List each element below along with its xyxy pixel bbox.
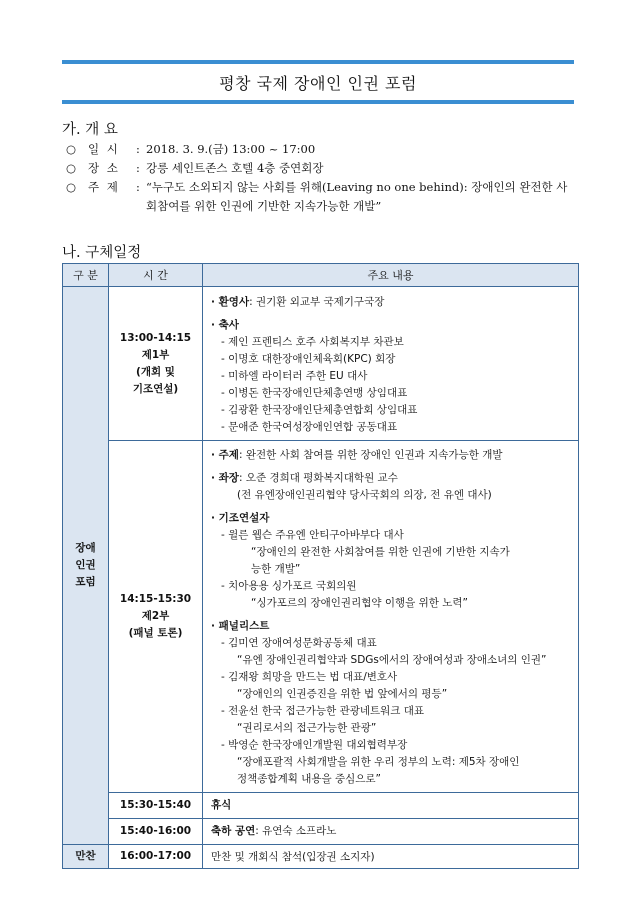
- overview-label: 일 시: [88, 142, 120, 156]
- congrats-heading: · 축사: [211, 318, 239, 331]
- talk-title: “장애포괄적 사회개발을 위한 우리 정부의 노력: 제5차 장애인: [237, 756, 520, 768]
- content-part2: [203, 441, 579, 793]
- category-forum: 장애 인권 포럼: [63, 287, 109, 845]
- table-header-row: [63, 264, 579, 287]
- overview-sep: :: [136, 142, 140, 156]
- content-concert: 축하 공연: 유연숙 소프라노: [203, 819, 579, 845]
- list-item: - 이명호 대한장애인체육회(KPC) 회장: [221, 352, 396, 365]
- list-item: - 제인 프렌티스 호주 사회복지부 차관보: [221, 335, 404, 348]
- time-break: 15:30-15:40: [109, 793, 203, 819]
- list-item: - 김재왕 희망을 만드는 법 대표/변호사: [221, 671, 398, 683]
- chair-note: (전 유엔장애인권리협약 당사국회의 의장, 전 유엔 대사): [237, 489, 492, 501]
- list-item: - 김미연 장애여성문화공동체 대표: [221, 637, 377, 649]
- welcome-line: · 환영사: 권기환 외교부 국제기구국장: [211, 295, 385, 308]
- talk-title: 정책종합계획 내용을 중심으로”: [237, 773, 381, 785]
- overview-row-venue: [66, 159, 586, 178]
- list-item: - 문애준 한국여성장애인연합 공동대표: [221, 420, 398, 433]
- list-item: - 치아용용 싱가포르 국회의원: [221, 580, 357, 592]
- overview-text: 2018. 3. 9.(금) 13:00 ~ 17:00: [146, 142, 316, 156]
- category-dinner: 만찬: [63, 845, 109, 869]
- theme-line: · 주제: 완전한 사회 참여를 위한 장애인 인권과 지속가능한 개발: [211, 449, 503, 461]
- list-item: - 박영순 한국장애인개발원 대외협력부장: [221, 739, 408, 751]
- content-part1: [203, 287, 579, 441]
- schedule-heading: 나. 구체일정: [62, 245, 142, 261]
- overview-text: “누구도 소외되지 않는 사회를 위해(Leaving no one behind): 장애인의 완전한 사: [146, 180, 568, 194]
- talk-title: “권리로서의 접근가능한 관광”: [237, 722, 377, 734]
- table-row: [63, 793, 579, 819]
- time-part1: 13:00-14:15 제1부 (개회 및 기조연설): [109, 287, 203, 441]
- talk-title: “장애인의 인권증진을 위한 법 앞에서의 평등”: [237, 688, 448, 700]
- list-item: - 김광환 한국장애인단체총연합회 상임대표: [221, 403, 418, 416]
- content-dinner: 만찬 및 개회식 참석(입장권 소지자): [203, 845, 579, 869]
- header-content: 주요 내용: [203, 264, 579, 287]
- table-row: [63, 287, 579, 441]
- time-concert: 15:40-16:00: [109, 819, 203, 845]
- list-item: - 이병돈 한국장애인단체총연맹 상임대표: [221, 386, 408, 399]
- overview-topic-continuation: 회참여를 위한 인권에 기반한 지속가능한 개발”: [146, 199, 382, 213]
- content-break: 휴식: [203, 793, 579, 819]
- overview-row-topic: [66, 178, 586, 197]
- talk-title: “유엔 장애인권리협약과 SDGs에서의 장애여성과 장애소녀의 인권”: [237, 654, 547, 666]
- schedule-table: [62, 263, 579, 869]
- time-part2: 14:15-15:30 제2부 (패널 토론): [109, 441, 203, 793]
- list-item: - 미하엘 라이터러 주한 EU 대사: [221, 369, 368, 382]
- talk-title: “장애인의 완전한 사회참여를 위한 인권에 기반한 지속가: [251, 546, 510, 558]
- table-row: [63, 441, 579, 793]
- list-item: - 전윤선 한국 접근가능한 관광네트워크 대표: [221, 705, 425, 717]
- overview-sep: :: [136, 180, 140, 194]
- talk-title: 능한 개발”: [251, 563, 301, 575]
- header-category: 구 분: [63, 264, 109, 287]
- overview-label: 주 제: [88, 180, 120, 194]
- overview-list: [66, 140, 586, 216]
- table-row: [63, 819, 579, 845]
- overview-sep: :: [136, 161, 140, 175]
- header-time: 시 간: [109, 264, 203, 287]
- overview-row-date: [66, 140, 586, 159]
- keynote-heading: · 기조연설자: [211, 512, 270, 524]
- table-row: [63, 845, 579, 869]
- panel-heading: · 패널리스트: [211, 620, 270, 632]
- overview-heading: 가. 개 요: [62, 122, 118, 138]
- circle-bullet-icon: ○: [66, 142, 77, 156]
- document-title: 평창 국제 장애인 인권 포럼: [62, 60, 574, 104]
- circle-bullet-icon: ○: [66, 161, 77, 175]
- time-dinner: 16:00-17:00: [109, 845, 203, 869]
- list-item: - 윌른 웹슨 주유엔 안티구아바부다 대사: [221, 529, 404, 541]
- overview-label: 장 소: [88, 161, 120, 175]
- overview-text: 강릉 세인트존스 호텔 4층 중연회장: [146, 161, 324, 175]
- chair-line: · 좌장: 오준 경희대 평화복지대학원 교수: [211, 472, 398, 484]
- circle-bullet-icon: ○: [66, 180, 77, 194]
- talk-title: “싱가포르의 장애인권리협약 이행을 위한 노력”: [251, 597, 468, 609]
